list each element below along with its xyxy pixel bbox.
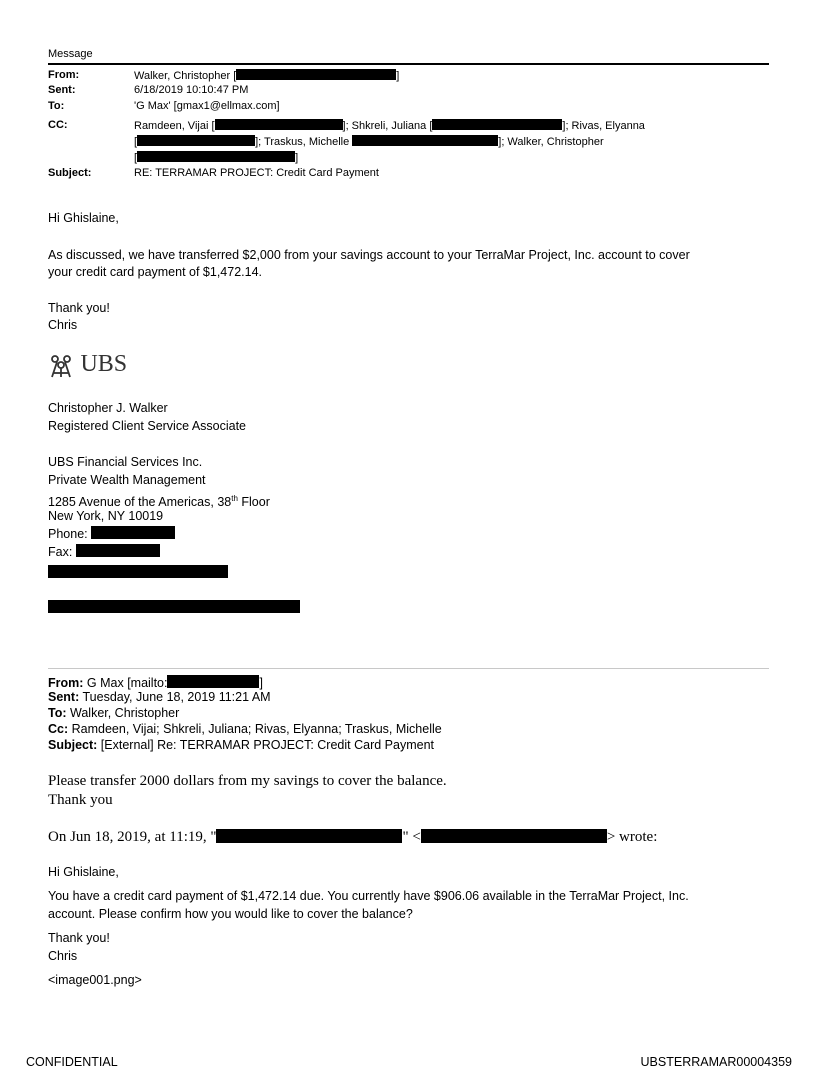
footer-bates-number: UBSTERRAMAR00004359: [640, 1055, 792, 1069]
redaction-bar: [76, 544, 160, 557]
redaction-bar: [137, 151, 295, 162]
from-value: Walker, Christopher [ ]: [134, 70, 400, 82]
subject-label: Subject:: [48, 167, 92, 179]
reply-line-1: Please transfer 2000 dollars from my savings to cover the balance.: [48, 773, 447, 789]
redaction-bar: [432, 119, 562, 130]
signature-company: UBS Financial Services Inc.: [48, 455, 203, 469]
sent-label: Sent:: [48, 84, 76, 96]
message-label: Message: [48, 48, 93, 60]
ubs-logo: [48, 351, 128, 380]
thanks: Thank you!: [48, 301, 110, 315]
redaction-bar: [48, 600, 300, 613]
ubs-logo-text: UBS: [80, 351, 128, 377]
fwd-sent: Sent: Tuesday, June 18, 2019 11:21 AM: [48, 690, 271, 704]
redaction-bar: [167, 675, 259, 688]
footer-confidential: CONFIDENTIAL: [26, 1055, 118, 1069]
redaction-bar: [236, 69, 396, 80]
redaction-bar: [91, 526, 175, 539]
quoted-greeting: Hi Ghislaine,: [48, 865, 119, 879]
quoted-name: Chris: [48, 949, 78, 963]
to-label: To:: [48, 100, 65, 112]
body-paragraph-line-2: your credit card payment of $1,472.14.: [48, 265, 263, 279]
quoted-image-placeholder: <image001.png>: [48, 973, 142, 987]
redaction-bar: [215, 119, 343, 130]
signature-fax: Fax:: [48, 544, 160, 561]
signature-person: Christopher J. Walker: [48, 401, 168, 415]
cc-line-2: [ ]; Traskus, Michelle ]; Walker, Christopher: [134, 136, 604, 148]
cc-line-3: [ ]: [134, 152, 299, 164]
body-paragraph-line-1: As discussed, we have transferred $2,000 from your savings account to your TerraMar Project, Inc. account to cover: [48, 248, 690, 262]
reply-line-2: Thank you: [48, 792, 113, 808]
subject-value: RE: TERRAMAR PROJECT: Credit Card Payment: [134, 167, 379, 179]
quote-header: On Jun 18, 2019, at 11:19, " " < > wrote:: [48, 829, 658, 845]
cc-label: CC:: [48, 119, 68, 131]
redaction-bar: [352, 135, 498, 146]
keys-icon: [48, 352, 74, 378]
redaction-bar: [421, 829, 607, 843]
redaction-bar: [48, 565, 228, 578]
fwd-cc: Cc: Ramdeen, Vijai; Shkreli, Juliana; Rivas, Elyanna; Traskus, Michelle: [48, 722, 442, 736]
greeting: Hi Ghislaine,: [48, 211, 119, 225]
separator: [48, 668, 769, 669]
fwd-from: From: G Max [mailto: ]: [48, 676, 263, 690]
signature-title: Registered Client Service Associate: [48, 419, 247, 433]
fwd-to: To: Walker, Christopher: [48, 706, 180, 720]
fwd-subject: Subject: [External] Re: TERRAMAR PROJECT: Credit Card Payment: [48, 738, 434, 752]
redaction-bar: [216, 829, 402, 843]
to-value: 'G Max' [gmax1@ellmax.com]: [134, 100, 280, 112]
sender-name: Chris: [48, 318, 78, 332]
signature-address: 1285 Avenue of the Americas, 38th Floor: [48, 494, 270, 510]
signature-phone: Phone:: [48, 526, 175, 543]
quoted-thanks: Thank you!: [48, 931, 110, 945]
cc-line-1: Ramdeen, Vijai [ ]; Shkreli, Juliana [ ]; Rivas, Elyanna: [134, 120, 645, 132]
signature-city: New York, NY 10019: [48, 509, 164, 523]
redaction-bar: [137, 135, 255, 146]
header-rule: [48, 63, 769, 65]
quoted-paragraph-line-2: account. Please confirm how you would like to cover the balance?: [48, 907, 413, 921]
from-label: From:: [48, 69, 80, 81]
quoted-paragraph-line-1: You have a credit card payment of $1,472.14 due. You currently have $906.06 available in the TerraMar Project, Inc.: [48, 889, 689, 903]
signature-division: Private Wealth Management: [48, 473, 206, 487]
sent-value: 6/18/2019 10:10:47 PM: [134, 84, 249, 96]
